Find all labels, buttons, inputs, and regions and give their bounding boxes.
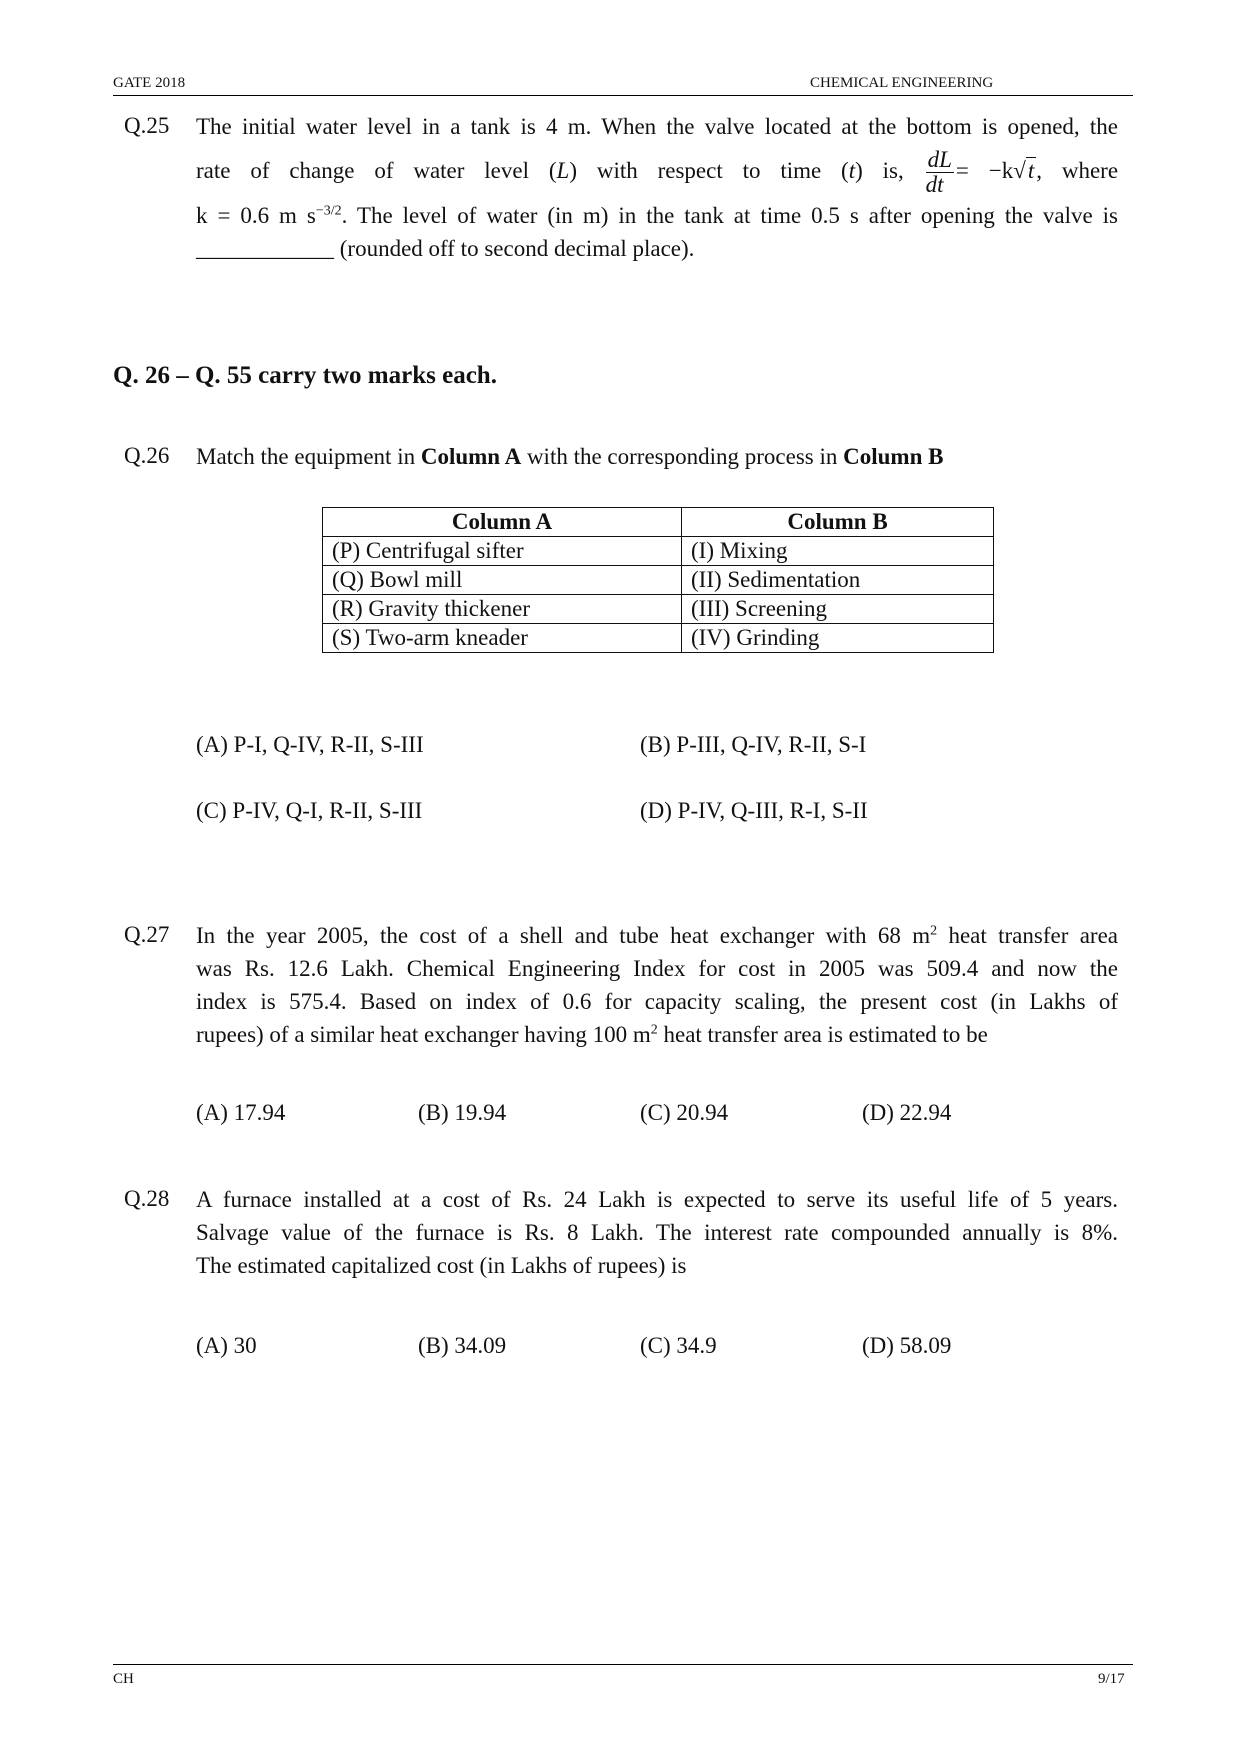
column-b-header: Column B: [682, 508, 994, 537]
table-cell: (II) Sedimentation: [682, 566, 994, 595]
q28-option-b[interactable]: (B) 34.09: [418, 1333, 507, 1358]
header-paper-subject: CHEMICAL ENGINEERING: [810, 75, 994, 91]
footer-page-number: 9/17: [1098, 1671, 1125, 1687]
footer-rule: [113, 1664, 1133, 1665]
q27-line-3: index is 575.4. Based on index of 0.6 for capacity scaling, the present cost (in Lakhs of: [196, 989, 1118, 1014]
q26-option-b[interactable]: (B) P-III, Q-IV, R-II, S-I: [640, 732, 867, 757]
footer-paper-code: CH: [113, 1671, 134, 1687]
table-cell: (S) Two-arm kneader: [323, 624, 682, 653]
dl-dt-fraction: $\frac{dL}{dt}$: [925, 147, 952, 198]
table-cell: (R) Gravity thickener: [323, 595, 682, 624]
q28-line-1: A furnace installed at a cost of Rs. 24 Lakh is expected to serve its useful life of 5 years.: [196, 1187, 1118, 1212]
match-table-header-row: [323, 508, 994, 537]
table-row: [323, 624, 994, 653]
question-number-25: Q.25: [124, 113, 170, 138]
q26-option-c[interactable]: (C) P-IV, Q-I, R-II, S-III: [196, 798, 423, 823]
table-cell: (P) Centrifugal sifter: [323, 537, 682, 566]
q28-option-c[interactable]: (C) 34.9: [640, 1333, 717, 1358]
q25-line-4: ____________ (rounded off to second decimal place).: [196, 236, 695, 261]
q28-option-d[interactable]: (D) 58.09: [862, 1333, 952, 1358]
q25-line-3: k = 0.6 m $s^{-3/2}$. The level of water (in m) in the tank at time 0.5 s after opening the valve is: [196, 203, 1118, 228]
q28-option-a[interactable]: (A) 30: [196, 1333, 257, 1358]
table-cell: (III) Screening: [682, 595, 994, 624]
question-number-27: Q.27: [124, 922, 170, 947]
header-rule: [113, 95, 1133, 96]
q27-option-c[interactable]: (C) 20.94: [640, 1100, 729, 1125]
q28-line-2: Salvage value of the furnace is Rs. 8 Lakh. The interest rate compounded annually is 8%.: [196, 1220, 1118, 1245]
section-heading-two-marks: Q. 26 – Q. 55 carry two marks each.: [113, 362, 497, 389]
column-a-header: Column A: [323, 508, 682, 537]
question-number-28: Q.28: [124, 1186, 170, 1211]
q27-option-a[interactable]: (A) 17.94: [196, 1100, 286, 1125]
match-table: [322, 507, 994, 653]
q25-line-2: rate of change of water level (L) with respect to time (t) is, $\frac{dL}{dt}$ = −k√t, where: [196, 147, 1119, 198]
q27-option-b[interactable]: (B) 19.94: [418, 1100, 507, 1125]
sqrt-t: t: [1027, 158, 1035, 183]
table-cell: (IV) Grinding: [682, 624, 994, 653]
q27-line-4: rupees) of a similar heat exchanger having 100 $m^2$ heat transfer area is estimated to be: [196, 1022, 988, 1047]
question-number-26: Q.26: [124, 443, 170, 468]
question-26-text: Match the equipment in Column A with the corresponding process in Column B: [196, 444, 944, 469]
table-cell: (Q) Bowl mill: [323, 566, 682, 595]
table-row: [323, 537, 994, 566]
q28-line-3: The estimated capitalized cost (in Lakhs of rupees) is: [196, 1253, 687, 1278]
q27-line-1: In the year 2005, the cost of a shell and tube heat exchanger with 68 $m^2$ heat transfer area: [196, 923, 1118, 948]
question-27-text: [196, 919, 1118, 1051]
header-exam-title: GATE 2018: [113, 75, 186, 91]
table-row: [323, 595, 994, 624]
table-cell: (I) Mixing: [682, 537, 994, 566]
question-25-text: [196, 110, 1118, 265]
table-row: [323, 566, 994, 595]
q26-option-a[interactable]: (A) P-I, Q-IV, R-II, S-III: [196, 732, 424, 757]
q27-line-2: was Rs. 12.6 Lakh. Chemical Engineering Index for cost in 2005 was 509.4 and now the: [196, 956, 1118, 981]
q26-option-d[interactable]: (D) P-IV, Q-III, R-I, S-II: [640, 798, 868, 823]
question-28-text: [196, 1183, 1118, 1282]
q25-line-1: The initial water level in a tank is 4 m. When the valve located at the bottom is opened, the: [196, 114, 1118, 139]
q27-option-d[interactable]: (D) 22.94: [862, 1100, 952, 1125]
